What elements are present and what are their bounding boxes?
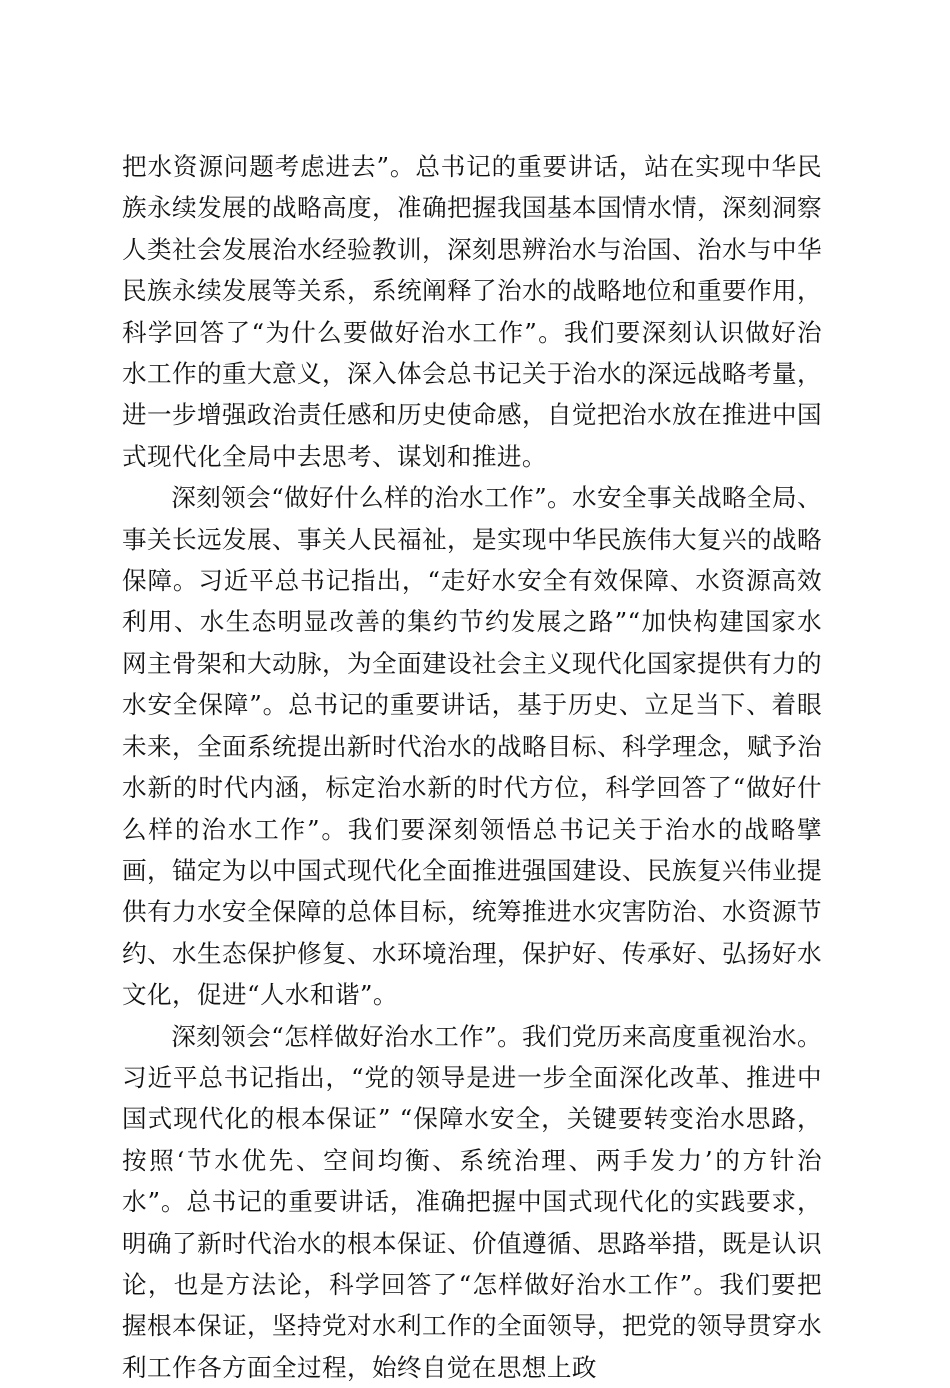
document-body bbox=[122, 146, 822, 1388]
paragraph-how-to-govern-water: 深刻领会“怎样做好治水工作”。我们党历来高度重视治水。习近平总书记指出，“党的领导是进一步全面深化改革、推进中国式现代化的根本保证” “保障水安全，关键要转变治水思路，按照‘节水优先、空间均衡、系统治理、两手发力’的方针治水”。总书记的重要讲话，准确把握中国式现代化的实践要求，明确了新时代治水的根本保证、价值遵循、思路举措，既是认识论，也是方法论，科学回答了“怎样做好治水工作”。我们要把握根本保证，坚持党对水利工作的全面领导，把党的领导贯穿水利工作各方面全过程，始终自觉在思想上政 bbox=[122, 1021, 822, 1382]
paragraph-continuation: 把水资源问题考虑进去”。总书记的重要讲话，站在实现中华民族永续发展的战略高度，准确把握我国基本国情水情，深刻洞察人类社会发展治水经验教训，深刻思辨治水与治国、治水与中华民族永续发展等关系，系统阐释了治水的战略地位和重要作用，科学回答了“为什么要做好治水工作”。我们要深刻认识做好治水工作的重大意义，深入体会总书记关于治水的深远战略考量，进一步增强政治责任感和历史使命感，自觉把治水放在推进中国式现代化全局中去思考、谋划和推进。 bbox=[122, 152, 822, 471]
paragraph-what-kind-of-water-governance: 深刻领会“做好什么样的治水工作”。水安全事关战略全局、事关长远发展、事关人民福祉，是实现中华民族伟大复兴的战略保障。习近平总书记指出，“走好水安全有效保障、水资源高效利用、水生态明显改善的集约节约发展之路”“加快构建国家水网主骨架和大动脉，为全面建设社会主义现代化国家提供有力的水安全保障”。总书记的重要讲话，基于历史、立足当下、着眼未来，全面系统提出新时代治水的战略目标、科学理念，赋予治水新的时代内涵，标定治水新的时代方位，科学回答了“做好什么样的治水工作”。我们要深刻领悟总书记关于治水的战略擘画，锚定为以中国式现代化全面推进强国建设、民族复兴伟业提供有力水安全保障的总体目标，统筹推进水灾害防治、水资源节约、水生态保护修复、水环境治理，保护好、传承好、弘扬好水文化，促进“人水和谐”。 bbox=[122, 483, 822, 1010]
